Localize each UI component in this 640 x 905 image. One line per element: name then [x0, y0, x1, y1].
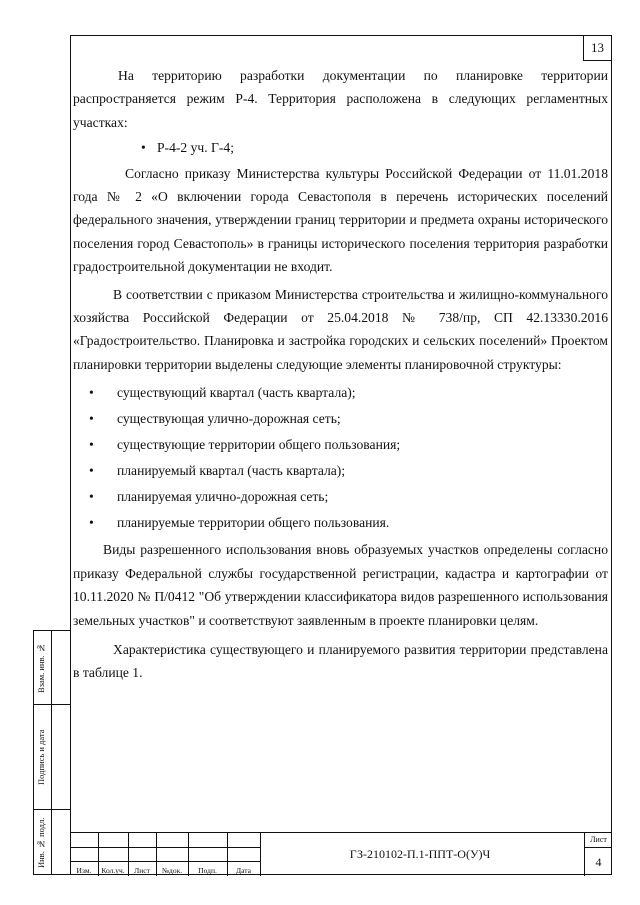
paragraph-ministry-construction: В соответствии с приказом Министерства строительства и жилищно-коммунального хозяйства Российской Федерации от 25.04.2018 № 738/пр, СП 42.13330.2016 «Градостроительство. Планировка и застройка городских и сельских поселений» Проектом планировки территории выделены следующие элементы планировочной структуры:	[73, 286, 608, 372]
list-item: • существующий квартал (часть квартала);	[73, 380, 608, 406]
list-item: • планируемые территории общего пользования.	[73, 510, 608, 536]
tb-col: Кол.уч.	[98, 833, 129, 876]
stamp-strip	[33, 630, 70, 875]
bullet-icon: •	[89, 489, 94, 505]
sheet-label: Лист	[585, 833, 612, 848]
sheet-box	[584, 833, 612, 876]
title-block	[70, 832, 612, 875]
tb-row	[70, 847, 260, 848]
top-page-number: 13	[583, 36, 611, 61]
tb-col: Подп.	[188, 833, 228, 876]
list-item: • Р-4-2 уч. Г-4;	[73, 136, 608, 159]
bullet-icon: •	[141, 140, 146, 156]
tb-col: Лист	[128, 833, 157, 876]
strip-divider	[34, 704, 70, 705]
document-code: ГЗ-210102-П.1-ППТ-О(У)Ч	[349, 847, 491, 861]
list-item: • существующие территории общего пользования;	[73, 432, 608, 458]
tb-col: №док.	[156, 833, 189, 876]
bullet-icon: •	[89, 385, 94, 401]
strip-divider	[34, 809, 70, 810]
list-item: • планируемый квартал (часть квартала);	[73, 458, 608, 484]
structure-list	[73, 380, 608, 536]
bullet-icon: •	[89, 463, 94, 479]
bullet-icon: •	[89, 437, 94, 453]
strip-label-vzam: Взам. инв. №	[36, 643, 46, 693]
strip-label-inv: Инв. № подл.	[36, 817, 46, 869]
sheet-number: 4	[595, 855, 602, 869]
bullet-icon: •	[89, 515, 94, 531]
list-item: • существующая улично-дорожная сеть;	[73, 406, 608, 432]
paragraph-table-ref: Характеристика существующего и планируемого развития территории представлена в таблице 1.	[73, 641, 608, 681]
paragraph-regime: На территорию разработки документации по планировке территории распространяется режим Р-4. Территория расположена в следующих регламентных участках:	[73, 68, 608, 130]
bullet-icon: •	[89, 411, 94, 427]
paragraph-permitted-use: Виды разрешенного использования вновь образуемых участков определены согласно приказу Федеральной службы государственной регистрации, кадастра и картографии от 10.11.2020 № П/0412 "Об утверждении классификатора видов разрешенного использования земельных участков" и соответствуют заявленным в проекте планировки целям.	[73, 542, 608, 628]
document-body	[73, 64, 608, 685]
list-item: • планируемая улично-дорожная сеть;	[73, 484, 608, 510]
paragraph-ministry-culture: Согласно приказу Министерства культуры Российской Федерации от 11.01.2018 года № 2 «О включении города Севастополя в перечень исторических поселений федерального значения, утверждении границ территории и предмета охраны исторического поселения город Севастополь» в границы исторического поселения территория разработки градостроительной документации не входит.	[73, 165, 608, 275]
strip-label-signature: Подпись и дата	[36, 729, 46, 785]
tb-col: Дата	[227, 833, 261, 876]
tb-col: Изм.	[70, 833, 99, 876]
tb-row	[70, 861, 260, 862]
